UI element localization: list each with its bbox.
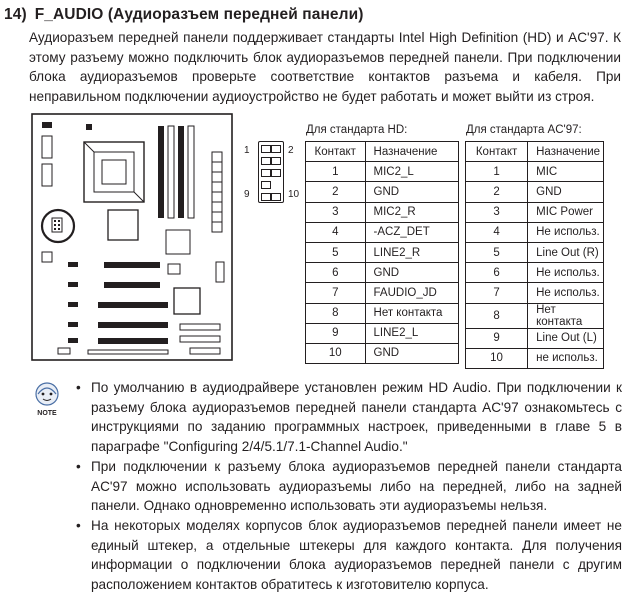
table-row [306, 263, 459, 283]
pin-number: 10 [466, 348, 528, 368]
column-header-function: Назначение [365, 142, 458, 162]
pin-function: LINE2_R [365, 242, 458, 262]
intro-paragraph: Аудиоразъем передней панели поддерживает стандарты Intel High Definition (HD) и AC'97. К этому разъему можно подключить блок аудиоразъемов передней панели. При подключении блока аудиоразъемов проверьте соответствие контактов разъема и кабеля. При неправильном подключении аудиоустройство не будет работать и может выйти из строя. [29, 30, 621, 104]
pin-number: 3 [306, 202, 366, 222]
pin-number: 8 [466, 303, 528, 328]
pin-number: 4 [306, 222, 366, 242]
pin-function: FAUDIO_JD [365, 283, 458, 303]
pin-function: Не использ. [528, 283, 604, 303]
pin-function: LINE2_L [365, 323, 458, 343]
pin [271, 157, 281, 165]
table-row [466, 242, 604, 262]
pin [271, 145, 281, 153]
section-number: 14) [4, 6, 27, 23]
note-icon [28, 380, 66, 418]
motherboard-diagram [28, 112, 236, 364]
pin-number: 9 [306, 323, 366, 343]
table-row [466, 328, 604, 348]
pin-number: 6 [306, 263, 366, 283]
pin-9-label: 9 [244, 189, 250, 200]
pin [261, 157, 271, 165]
pin-function: Нет контакта [365, 303, 458, 323]
table-row [306, 242, 459, 262]
column-header-function: Назначение [528, 142, 604, 162]
section-title: F_AUDIO (Аудиоразъем передней панели) [34, 6, 364, 23]
pin [271, 193, 281, 201]
pin [271, 169, 281, 177]
pin-number: 1 [466, 162, 528, 182]
table-row [306, 162, 459, 182]
hd-pin-table [305, 141, 459, 364]
list-item: • По умолчанию в аудиодрайвере установлен режим HD Audio. При подключении к разъему блока аудиоразъемов передней панели стандарта AC'97 ознакомьтесь с инструкциями по заданию программных настроек, приведенными в главе 5 в параграфе "Configuring 2/4/5.1/7.1-Channel Audio." [76, 378, 622, 457]
pin-function: MIC [528, 162, 604, 182]
column-header-pin: Контакт [466, 142, 528, 162]
pin-function: Line Out (R) [528, 242, 604, 262]
table-row [466, 283, 604, 303]
table-header-row [306, 142, 459, 162]
pin-2-label: 2 [288, 145, 294, 156]
pin-function: GND [365, 182, 458, 202]
table-row [306, 303, 459, 323]
pin-function: -ACZ_DET [365, 222, 458, 242]
pin-number: 8 [306, 303, 366, 323]
pin-function: MIC2_R [365, 202, 458, 222]
pin-number: 9 [466, 328, 528, 348]
note-icon-label: NOTE [37, 410, 57, 417]
pin-number: 5 [466, 242, 528, 262]
hd-table-caption: Для стандарта HD: [306, 124, 408, 136]
pin-number: 4 [466, 222, 528, 242]
pin-function: не использ. [528, 348, 604, 368]
table-row [466, 303, 604, 328]
pin-function: GND [528, 182, 604, 202]
table-row [306, 323, 459, 343]
section-heading [4, 6, 363, 24]
table-row [306, 182, 459, 202]
pin-function: Line Out (L) [528, 328, 604, 348]
pin-1-label: 1 [244, 145, 250, 156]
connector-housing [258, 141, 284, 203]
pin-number: 7 [466, 283, 528, 303]
pin-number: 10 [306, 343, 366, 363]
table-row [466, 202, 604, 222]
pin-number: 6 [466, 263, 528, 283]
table-row [466, 182, 604, 202]
table-row [306, 343, 459, 363]
pin-number: 7 [306, 283, 366, 303]
table-row [306, 222, 459, 242]
pin-function: GND [365, 343, 458, 363]
pin [261, 181, 271, 189]
pin [261, 145, 271, 153]
pin-function: MIC Power [528, 202, 604, 222]
note-list [76, 378, 622, 595]
ac97-table-caption: Для стандарта AC'97: [466, 124, 582, 136]
table-row [466, 222, 604, 242]
pin [261, 193, 271, 201]
pin-number: 1 [306, 162, 366, 182]
list-item: • На некоторых моделях корпусов блок аудиоразъемов передней панели имеет не единый штекер, а отдельные штекеры для каждого контакта. Для получения информации о подключении блока аудиоразъемов передней панели с другим расположением контактов обратитесь к изготовителю корпуса. [76, 516, 622, 595]
pin-number: 5 [306, 242, 366, 262]
list-item: • При подключении к разъему блока аудиоразъемов передней панели стандарта AC'97 можно использовать аудиоразъемы либо на передней, либо на задней панели. Однако одновременно использовать эти аудиоразъемы нельзя. [76, 457, 622, 516]
pin-number: 3 [466, 202, 528, 222]
pin-function: Нет контакта [528, 303, 604, 328]
f-audio-connector-diagram [244, 141, 304, 203]
table-row [466, 162, 604, 182]
table-row [306, 283, 459, 303]
pin-10-label: 10 [288, 189, 300, 200]
table-row [466, 348, 604, 368]
pin-number: 2 [466, 182, 528, 202]
pin-function: Не использ. [528, 222, 604, 242]
pin-function: Не использ. [528, 263, 604, 283]
table-header-row [466, 142, 604, 162]
pin-function: MIC2_L [365, 162, 458, 182]
pin [261, 169, 271, 177]
pin-function: GND [365, 263, 458, 283]
ac97-pin-table [465, 141, 604, 369]
table-row [466, 263, 604, 283]
pin-number: 2 [306, 182, 366, 202]
column-header-pin: Контакт [306, 142, 366, 162]
table-row [306, 202, 459, 222]
